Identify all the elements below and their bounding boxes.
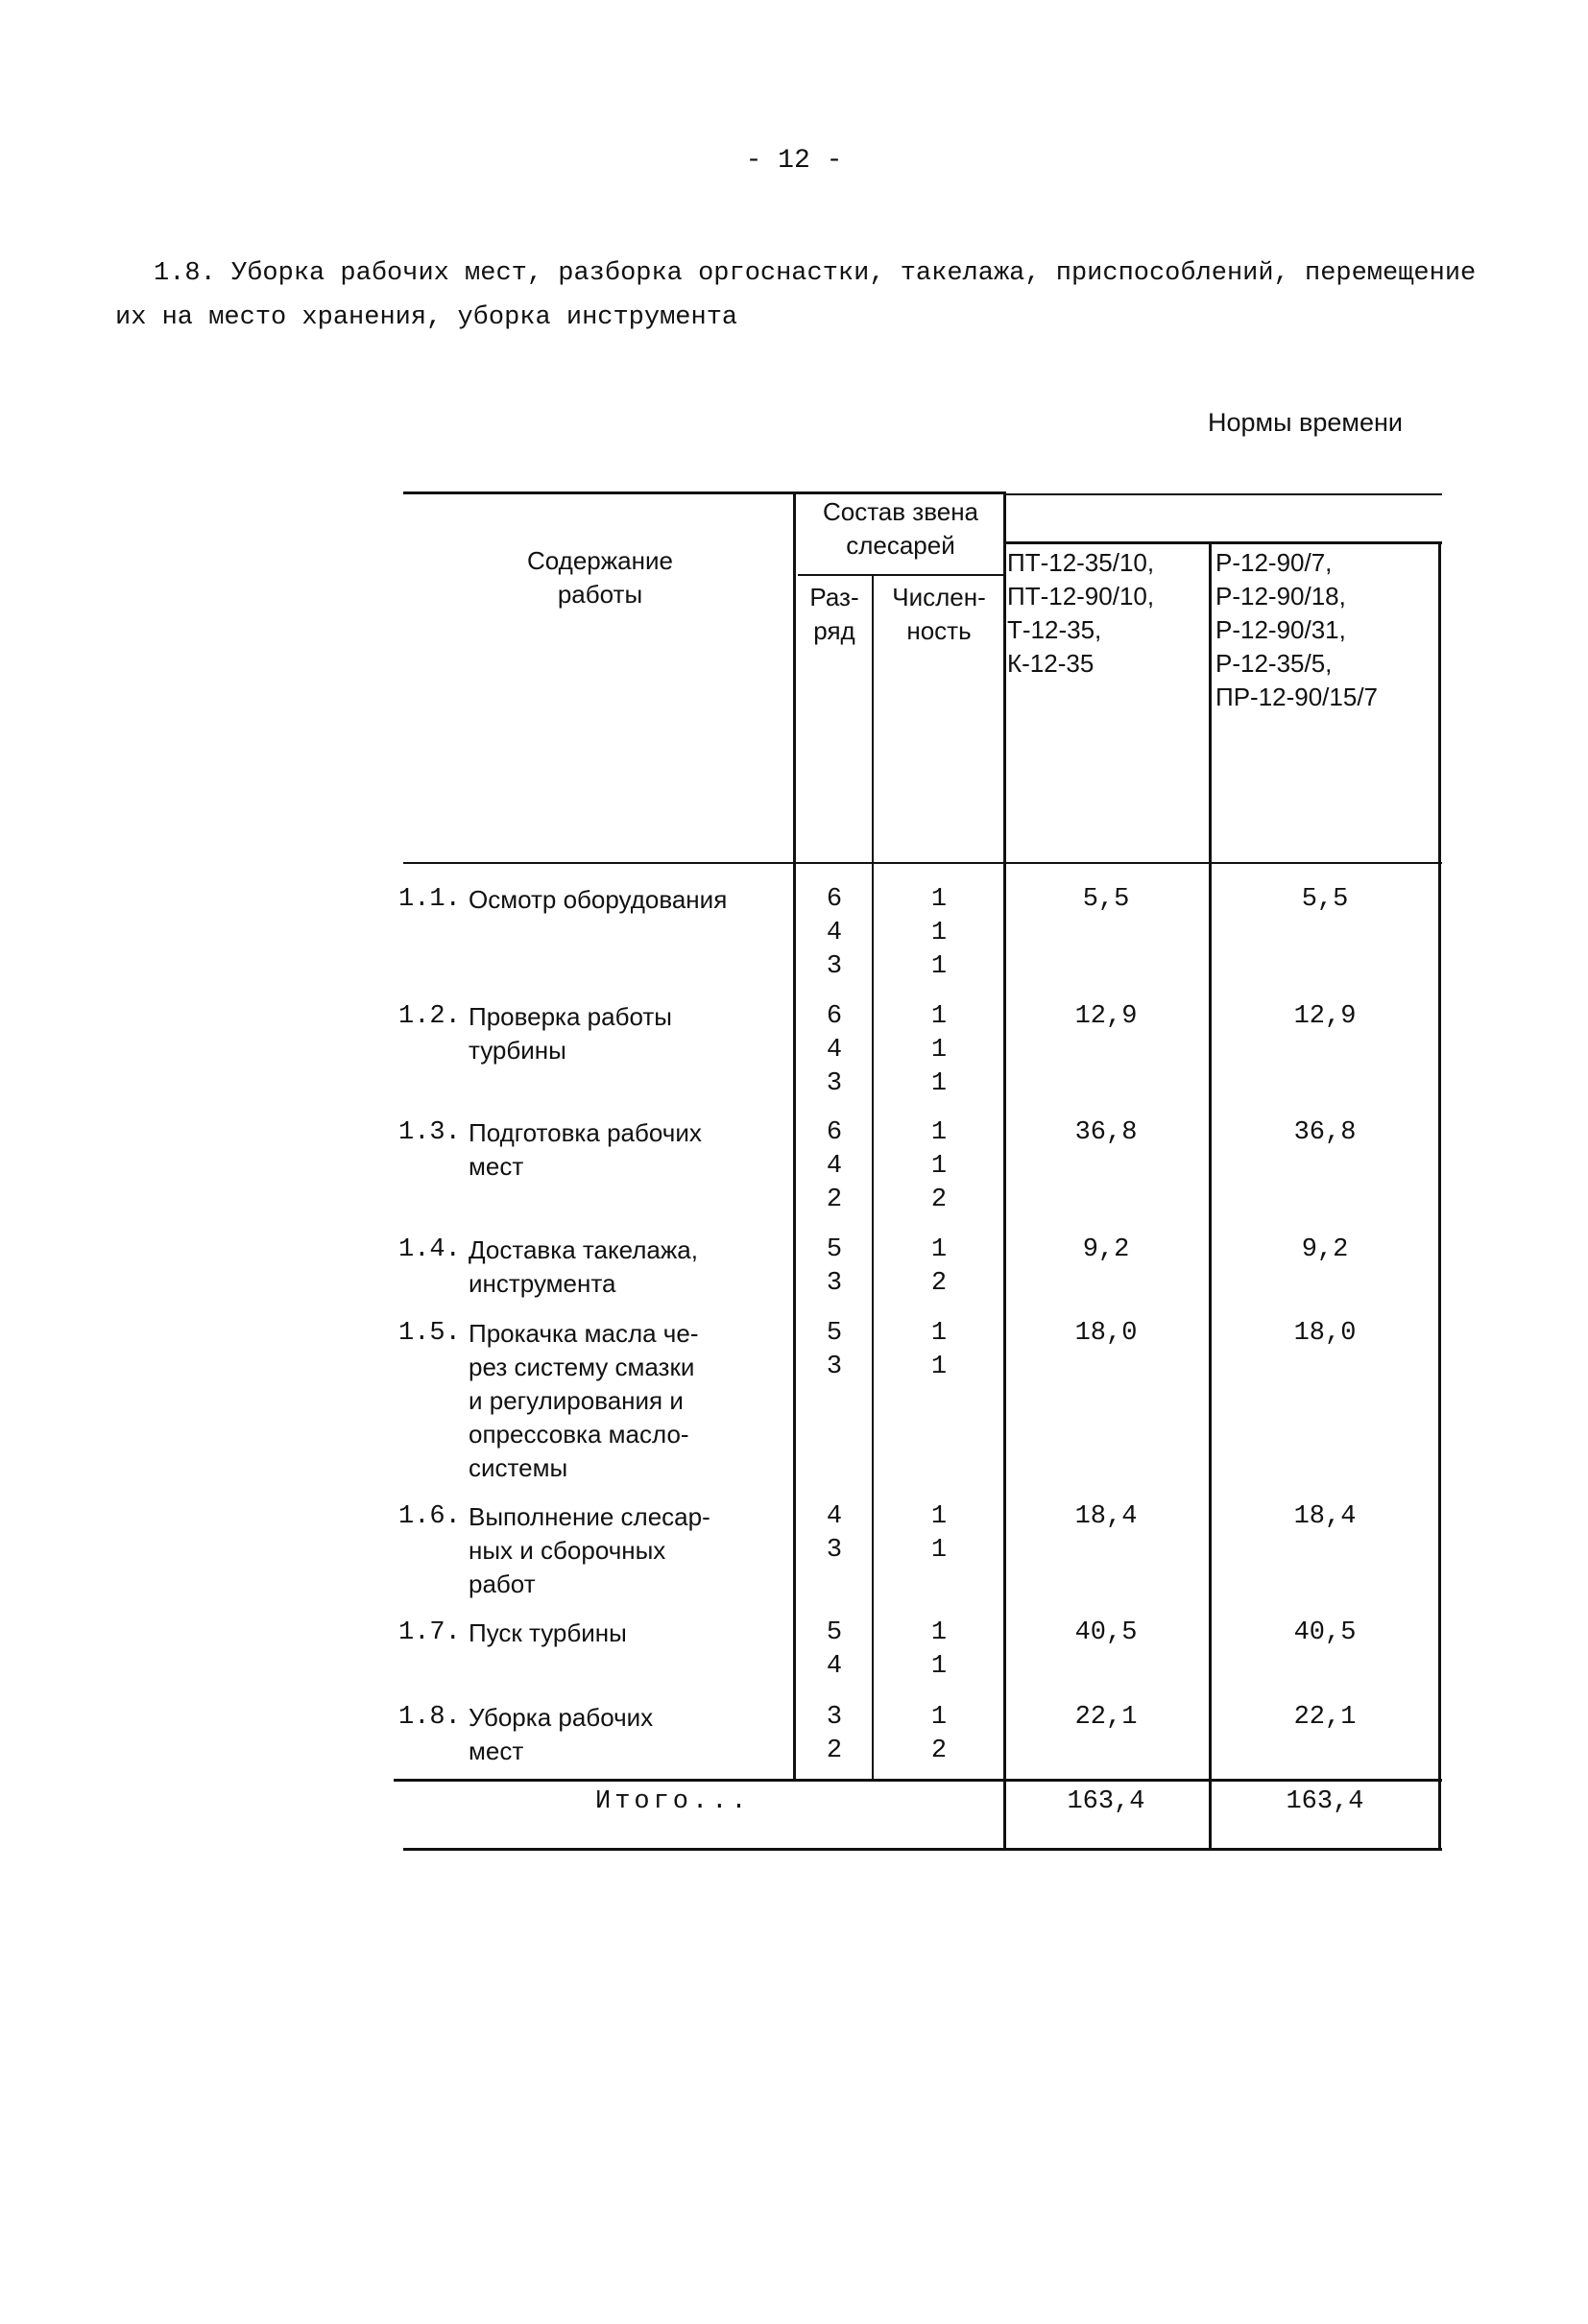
row-grade: 3 — [826, 1069, 843, 1098]
row-count: 1 — [930, 1353, 948, 1381]
header-model-a-line: Т-12-35, — [1007, 615, 1102, 644]
header-count-line-2: ность — [906, 616, 972, 645]
row-description-line: рез систему смазки — [469, 1353, 695, 1381]
model-a-right-rule — [1209, 541, 1212, 1850]
row-count: 1 — [930, 1118, 948, 1147]
header-model-b-line: Р-12-90/18, — [1215, 582, 1346, 611]
section-heading-line-1: 1.8. Уборка рабочих мест, разборка оргоснастки, такелажа, приспособлений, перемещение — [154, 259, 1477, 288]
row-value-model-b: 36,8 — [1293, 1118, 1357, 1147]
row-description-line: инструмента — [469, 1269, 616, 1298]
row-count: 1 — [930, 1152, 948, 1181]
row-value-model-a: 22,1 — [1074, 1703, 1138, 1732]
row-number: 1.3. — [398, 1118, 461, 1147]
row-grade: 3 — [826, 952, 843, 981]
row-description-line: Подготовка рабочих — [469, 1118, 702, 1147]
row-grade: 6 — [826, 1002, 843, 1031]
header-model-b-line: Р-12-35/5, — [1215, 649, 1333, 678]
row-grade: 3 — [826, 1536, 843, 1565]
row-count: 1 — [930, 1002, 948, 1031]
row-grade: 5 — [826, 1319, 843, 1348]
header-count — [874, 581, 1004, 648]
row-grade: 6 — [826, 885, 843, 914]
row-value-model-b: 5,5 — [1301, 885, 1349, 914]
section-heading-line-2: их на место хранения, уборка инструмента — [115, 303, 738, 332]
header-grade-line-2: ряд — [813, 616, 855, 645]
row-description-line: Выполнение слесар- — [469, 1502, 710, 1531]
header-model-b-line: Р-12-90/7, — [1215, 548, 1333, 577]
header-bottom-rule — [403, 862, 1442, 864]
row-grade: 3 — [826, 1703, 843, 1732]
model-b-right-rule — [1438, 541, 1441, 1850]
header-content — [461, 544, 739, 611]
row-count: 2 — [930, 1737, 948, 1765]
row-description-line: ных и сборочных — [469, 1536, 666, 1565]
row-value-model-a: 40,5 — [1074, 1618, 1138, 1647]
row-description-line: Осмотр оборудования — [469, 885, 728, 914]
page-number: - 12 - — [745, 146, 843, 176]
row-grade: 4 — [826, 1652, 843, 1681]
row-count: 2 — [930, 1269, 948, 1298]
row-count: 1 — [930, 1703, 948, 1732]
model-header-rule — [1005, 541, 1442, 544]
row-count: 1 — [930, 919, 948, 947]
row-value-model-a: 18,4 — [1074, 1502, 1138, 1531]
header-crew-line-1: Состав звена — [822, 497, 979, 526]
header-grade-line-1: Раз- — [809, 583, 859, 611]
table-top-rule-right — [1005, 493, 1442, 495]
total-model-a: 163,4 — [1067, 1787, 1145, 1816]
header-content-line-1: Содержание — [527, 546, 673, 575]
header-model-a — [1007, 546, 1154, 681]
row-value-model-b: 22,1 — [1293, 1703, 1357, 1732]
row-grade: 2 — [826, 1186, 843, 1214]
total-label: Итого... — [595, 1787, 751, 1816]
header-model-b-line: ПР-12-90/15/7 — [1215, 683, 1379, 711]
row-value-model-a: 9,2 — [1082, 1235, 1130, 1264]
header-crew — [796, 495, 1005, 563]
row-number: 1.4. — [398, 1235, 461, 1264]
header-content-line-2: работы — [557, 580, 643, 609]
header-model-a-line: ПТ-12-90/10, — [1007, 582, 1155, 611]
row-value-model-b: 18,0 — [1293, 1319, 1357, 1348]
row-value-model-a: 36,8 — [1074, 1118, 1138, 1147]
header-model-a-line: ПТ-12-35/10, — [1007, 548, 1155, 577]
row-number: 1.2. — [398, 1002, 461, 1031]
row-grade: 4 — [826, 1036, 843, 1065]
row-description-line: Проверка работы — [469, 1002, 672, 1031]
header-crew-line-2: слесарей — [846, 531, 955, 560]
row-value-model-b: 40,5 — [1293, 1618, 1357, 1647]
row-grade: 5 — [826, 1618, 843, 1647]
total-model-b: 163,4 — [1286, 1787, 1364, 1816]
row-grade: 4 — [826, 919, 843, 947]
row-description-line: и регулирования и — [469, 1386, 684, 1415]
row-description-line: мест — [469, 1152, 524, 1181]
row-description-line: Доставка такелажа, — [469, 1235, 698, 1264]
row-number: 1.5. — [398, 1319, 461, 1348]
row-count: 1 — [930, 1502, 948, 1531]
row-description-line: мест — [469, 1737, 524, 1765]
row-grade: 2 — [826, 1737, 843, 1765]
row-grade: 4 — [826, 1502, 843, 1531]
row-count: 1 — [930, 1069, 948, 1098]
norms-label: Нормы времени — [1208, 408, 1403, 437]
row-description-line: Уборка рабочих — [469, 1703, 654, 1732]
row-value-model-b: 9,2 — [1301, 1235, 1349, 1264]
row-count: 1 — [930, 1319, 948, 1348]
row-number: 1.7. — [398, 1618, 461, 1647]
row-count: 1 — [930, 952, 948, 981]
header-grade — [796, 581, 873, 648]
row-number: 1.6. — [398, 1502, 461, 1531]
row-grade: 5 — [826, 1235, 843, 1264]
row-value-model-a: 18,0 — [1074, 1319, 1138, 1348]
crew-header-rule — [798, 574, 1005, 576]
row-grade: 3 — [826, 1269, 843, 1298]
table-top-rule-left — [403, 491, 1005, 494]
row-count: 1 — [930, 885, 948, 914]
row-count: 2 — [930, 1186, 948, 1214]
row-count: 1 — [930, 1652, 948, 1681]
row-count: 1 — [930, 1036, 948, 1065]
table-bottom-rule — [403, 1848, 1442, 1851]
row-description-line: работ — [469, 1569, 536, 1598]
row-value-model-a: 12,9 — [1074, 1002, 1138, 1031]
row-number: 1.1. — [398, 885, 461, 914]
row-description-line: опрессовка масло- — [469, 1420, 689, 1449]
row-description-line: системы — [469, 1453, 568, 1482]
row-description-line: Прокачка масла че- — [469, 1319, 699, 1348]
row-value-model-b: 18,4 — [1293, 1502, 1357, 1531]
row-description-line: Пуск турбины — [469, 1618, 627, 1647]
row-value-model-a: 5,5 — [1082, 885, 1130, 914]
header-count-line-1: Числен- — [892, 583, 986, 611]
row-number: 1.8. — [398, 1703, 461, 1732]
section-heading — [115, 252, 1479, 340]
header-model-a-line: К-12-35 — [1007, 649, 1095, 678]
row-count: 1 — [930, 1618, 948, 1647]
total-top-rule — [394, 1779, 1442, 1782]
header-model-b — [1215, 546, 1378, 714]
row-grade: 4 — [826, 1152, 843, 1181]
row-count: 1 — [930, 1235, 948, 1264]
header-model-b-line: Р-12-90/31, — [1215, 615, 1346, 644]
row-grade: 3 — [826, 1353, 843, 1381]
row-grade: 6 — [826, 1118, 843, 1147]
row-description-line: турбины — [469, 1036, 566, 1065]
row-count: 1 — [930, 1536, 948, 1565]
row-value-model-b: 12,9 — [1293, 1002, 1357, 1031]
